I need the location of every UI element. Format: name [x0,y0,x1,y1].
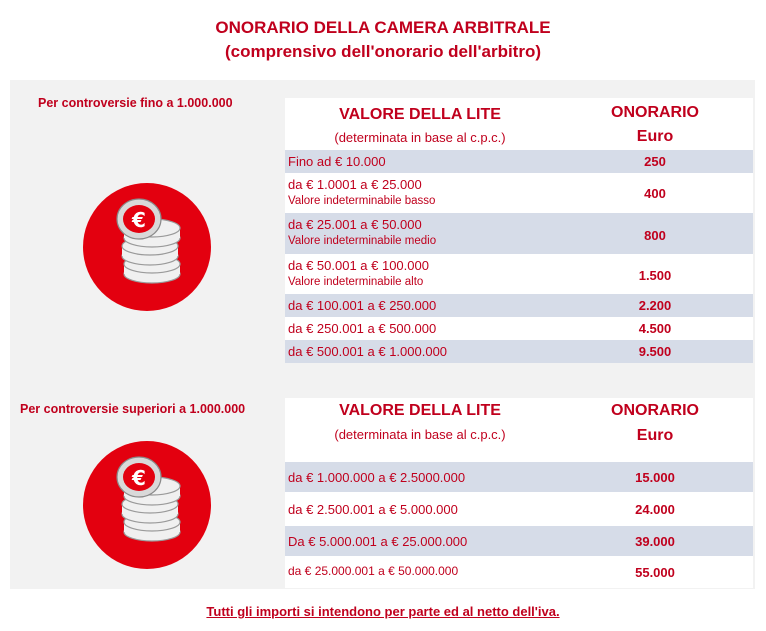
page-title: ONORARIO DELLA CAMERA ARBITRALE [215,18,551,37]
row-fee: 4.500 [638,321,672,336]
section-label: Per controversie fino a 1.000.000 [38,96,233,110]
row-note: Valore indeterminabile alto [288,276,424,288]
row-fee: 39.000 [635,534,675,549]
header-value-title: VALORE DELLA LITE [339,106,501,123]
table-row [285,173,753,213]
table-row [285,462,753,492]
table-row [285,294,753,317]
svg-text:€: € [132,208,146,232]
table-row [285,254,753,294]
fee-table-2 [285,398,753,588]
header-fee-unit: Euro [636,427,674,444]
row-fee: 24.000 [635,502,675,517]
euro-coin-stack-icon [82,182,212,312]
row-fee: 9.500 [638,344,672,359]
fee-table-1 [285,98,753,364]
row-fee: 400 [644,186,666,201]
row-range: da € 50.001 a € 100.000 [288,258,429,273]
row-fee: 250 [644,154,666,169]
table-row [285,556,753,588]
table-row [285,526,753,556]
row-range: da € 1.000.000 a € 2.5000.000 [288,470,466,485]
row-range: da € 100.001 a € 250.000 [288,298,437,313]
row-range: da € 1.0001 a € 25.000 [288,177,422,192]
svg-text:€: € [132,466,146,490]
table-row [285,317,753,340]
euro-coin-stack-icon [82,440,212,570]
row-range: da € 500.001 a € 1.000.000 [288,344,448,359]
table-row [285,492,753,526]
table-header [285,398,753,462]
section-label: Per controversie superiori a 1.000.000 [20,402,246,416]
row-fee: 55.000 [635,565,675,580]
header-fee-title: ONORARIO [611,104,699,121]
header-value-subtitle: (determinata in base al c.p.c.) [334,427,506,442]
row-fee: 2.200 [638,298,672,313]
header-fee-title: ONORARIO [611,402,699,419]
table-row [285,340,753,363]
table-row [285,150,753,173]
footer-note: Tutti gli importi si intendono per parte ed al netto dell'iva. [206,604,560,619]
header-value-title: VALORE DELLA LITE [339,402,501,419]
row-range: da € 25.001 a € 50.000 [288,217,422,232]
row-range: Fino ad € 10.000 [288,154,386,169]
row-fee: 15.000 [635,470,675,485]
table-row [285,213,753,254]
row-note: Valore indeterminabile basso [288,195,436,207]
row-range: da € 2.500.001 a € 5.000.000 [288,502,458,517]
row-range: Da € 5.000.001 a € 25.000.000 [288,534,468,549]
row-fee: 1.500 [638,268,672,283]
header-value-subtitle: (determinata in base al c.p.c.) [334,130,506,145]
row-range: da € 250.001 a € 500.000 [288,321,437,336]
row-note: Valore indeterminabile medio [288,235,437,247]
table-header [285,98,753,150]
header-fee-unit: Euro [636,128,674,145]
page-subtitle: (comprensivo dell'onorario dell'arbitro) [224,42,542,61]
row-fee: 800 [644,228,666,243]
row-range: da € 25.000.001 a € 50.000.000 [288,564,459,578]
